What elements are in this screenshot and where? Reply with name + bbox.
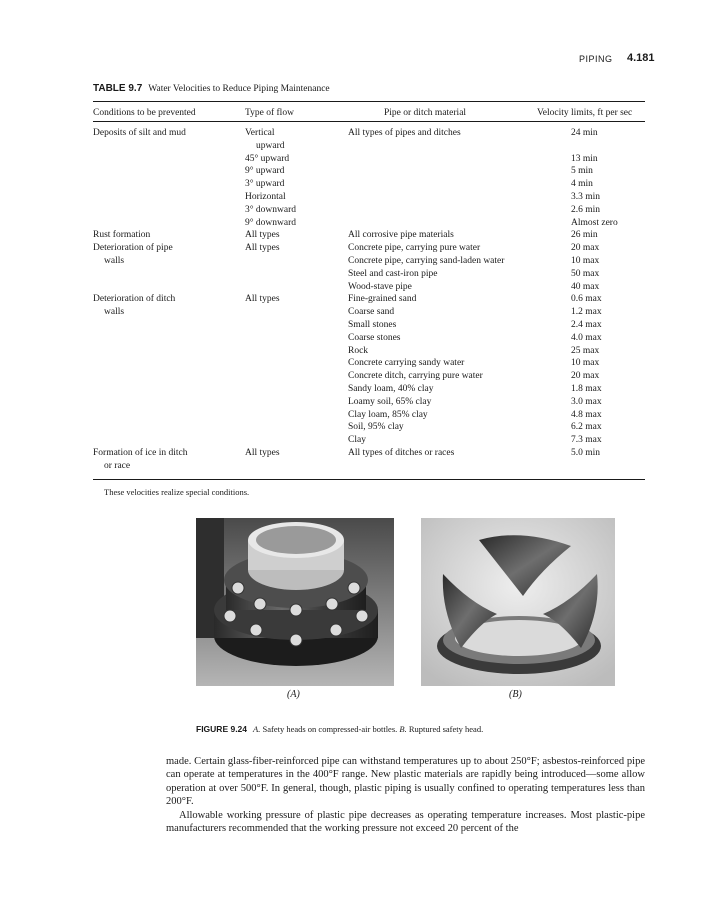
table-cell: Deposits of silt and mud (93, 128, 186, 138)
table-cell: 10 max (571, 358, 600, 369)
table-cell: Loamy soil, 65% clay (348, 396, 432, 407)
table-cell: 2.6 min (571, 204, 601, 215)
column-header-material: Pipe or ditch material (384, 108, 467, 118)
table-footnote: These velocities realize special conditions. (104, 487, 250, 497)
table-cell: 5 min (571, 166, 593, 177)
table-cell: Deterioration of ditch (93, 294, 176, 305)
table-cell: 9° upward (245, 166, 285, 177)
table-cell: 20 max (571, 243, 600, 254)
table-cell: walls (104, 307, 125, 318)
table-cell: All types of pipes and ditches (348, 128, 461, 138)
table-cell: 7.3 max (571, 435, 602, 446)
table-cell: All types (245, 230, 280, 241)
caption-text-b: Ruptured safety head. (408, 724, 484, 734)
table-cell: 26 min (571, 230, 598, 241)
table-cell: Concrete pipe, carrying sand-laden water (348, 256, 505, 266)
table-cell: 1.2 max (571, 307, 602, 318)
figure-caption (196, 724, 483, 734)
table-cell: 3° upward (245, 179, 285, 190)
table-cell: Almost zero (571, 217, 618, 228)
table-cell: 20 max (571, 371, 600, 382)
table-cell: 3° downward (245, 204, 297, 215)
table-cell: Rock (348, 345, 369, 356)
table-cell: Clay (348, 435, 366, 446)
table-cell: Vertical (245, 128, 275, 138)
table-cell: Clay loam, 85% clay (348, 409, 428, 420)
table-cell: 4.8 max (571, 409, 602, 420)
table-cell: 3.3 min (571, 192, 601, 202)
column-header-velocity: Velocity limits, ft per sec (537, 108, 633, 118)
table-cell: 24 min (571, 128, 598, 138)
table-cell: Steel and cast-iron pipe (348, 268, 438, 279)
figure-label-a: (A) (287, 689, 300, 700)
table-cell: Formation of ice in ditch (93, 448, 188, 458)
table-cell: Wood-stave pipe (348, 281, 412, 292)
table-cell: 9° downward (245, 217, 297, 228)
table-cell: or race (104, 460, 131, 471)
photo-ruptured-safety-head (421, 518, 615, 686)
body-paragraph-1: made. Certain glass-fiber-reinforced pipe can withstand temperatures up to about 250°F; asbestos-reinforced pipe can operate at temperatures in the 400°F range. New plastic materials are rapidly being introduced—some allow operation at over 500°F. In general, though, plastic piping is usually confined to operating temperatures less than 200°F. (166, 756, 645, 808)
table-cell: 2.4 max (571, 320, 602, 330)
table-cell: Concrete ditch, carrying pure water (348, 371, 483, 382)
column-header-type-of-flow: Type of flow (245, 108, 294, 118)
table-cell: 5.0 min (571, 448, 601, 458)
table-caption (93, 83, 330, 94)
column-header-conditions: Conditions to be prevented (93, 108, 196, 118)
table-cell: Sandy loam, 40% clay (348, 384, 434, 394)
table-cell: Horizontal (245, 192, 286, 202)
table-cell: Coarse sand (348, 307, 395, 318)
table-cell: walls (104, 256, 125, 266)
table-cell: 50 max (571, 268, 600, 279)
table-top-rule (93, 101, 645, 102)
body-paragraph-2: Allowable working pressure of plastic pipe decreases as operating temperature increases. Most plastic-pipe manufacturers recommended that the working pressure not exceed 20 percent of the (166, 809, 645, 835)
figure-number: FIGURE 9.24 (196, 724, 248, 734)
table-cell: 0.6 max (571, 294, 602, 305)
figure-label-b: (B) (509, 689, 522, 700)
page-number: 4.181 (627, 52, 655, 64)
table-cell: Rust formation (93, 230, 151, 241)
table-cell: All corrosive pipe materials (348, 230, 454, 241)
table-cell: 4 min (571, 179, 593, 190)
caption-letter-a: A. (253, 724, 261, 734)
table-number: TABLE 9.7 (93, 83, 143, 94)
table-cell: All types (245, 448, 280, 458)
table-cell: Fine-grained sand (348, 294, 417, 305)
body-text (166, 755, 645, 835)
table-cell: All types (245, 243, 280, 254)
table-title: Water Velocities to Reduce Piping Maintenance (148, 84, 330, 94)
table-cell: 10 max (571, 256, 600, 266)
table-cell: 40 max (571, 281, 600, 292)
running-header-section: PIPING (579, 54, 613, 64)
table-cell: 1.8 max (571, 384, 602, 394)
table-cell: Soil, 95% clay (348, 422, 404, 433)
table-cell: All types of ditches or races (348, 448, 455, 458)
table-cell: 4.0 max (571, 332, 602, 343)
table-cell: 45° upward (245, 153, 290, 164)
table-cell: Deterioration of pipe (93, 243, 173, 254)
table-cell: 25 max (571, 345, 600, 356)
table-cell: 6.2 max (571, 422, 602, 433)
caption-letter-b: B. (399, 724, 407, 734)
table-bottom-rule (93, 479, 645, 480)
table-cell: Coarse stones (348, 332, 401, 343)
table-cell: 13 min (571, 153, 598, 164)
table-cell: Small stones (348, 320, 397, 330)
caption-text-a: Safety heads on compressed-air bottles. (262, 724, 398, 734)
table-cell: 3.0 max (571, 396, 602, 407)
table-cell: All types (245, 294, 280, 305)
table-header-rule (93, 121, 645, 122)
photo-safety-heads (196, 518, 394, 686)
table-cell: Concrete carrying sandy water (348, 358, 465, 369)
table-cell: upward (256, 140, 285, 151)
table-cell: Concrete pipe, carrying pure water (348, 243, 481, 254)
